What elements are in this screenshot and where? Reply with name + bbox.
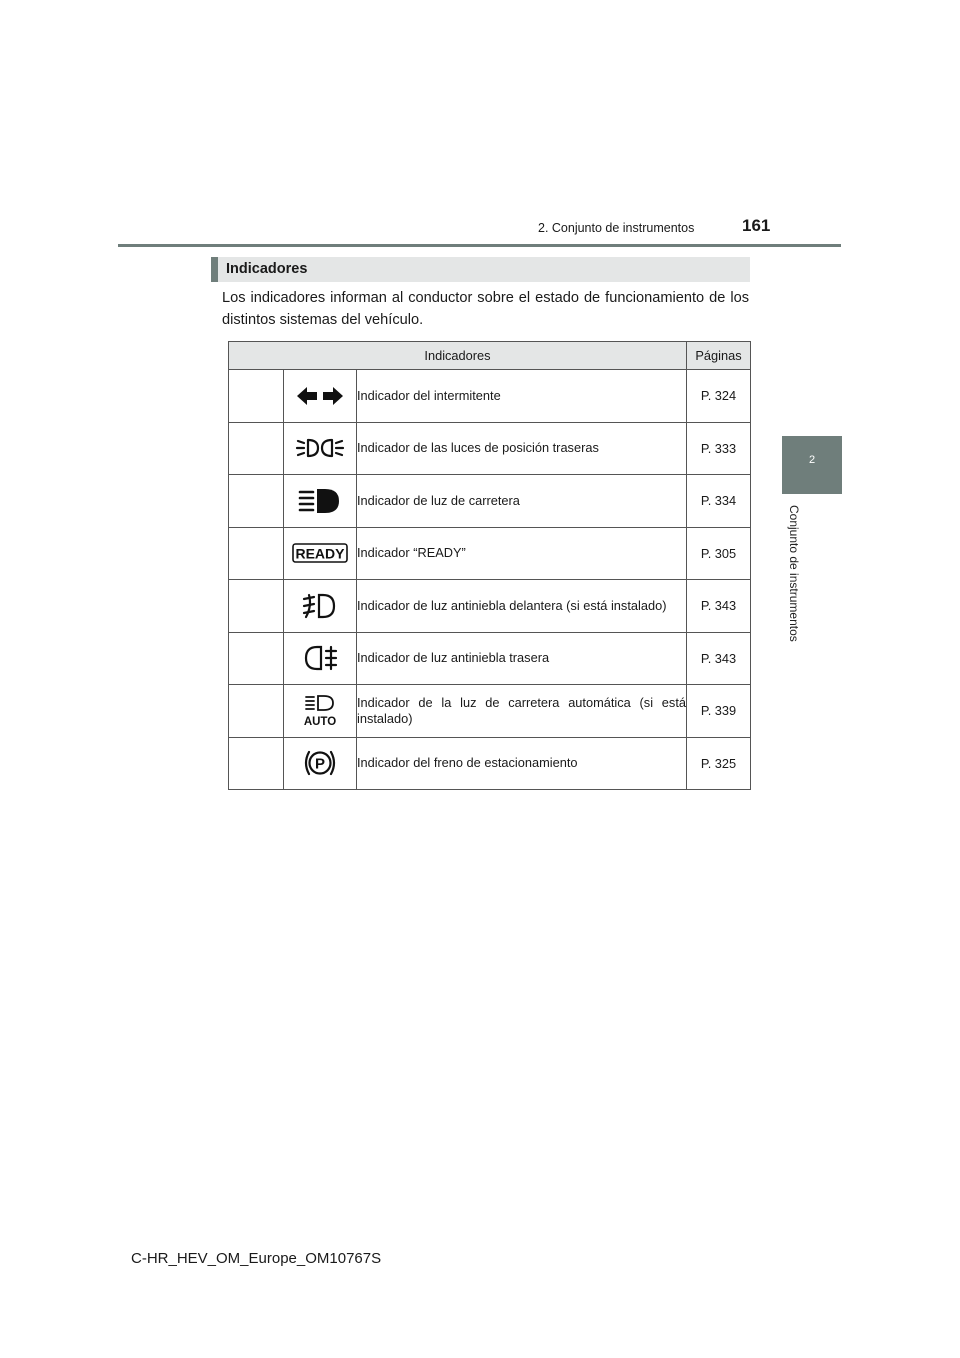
tail-light-icon bbox=[295, 435, 345, 461]
row-page-ref: P. 334 bbox=[687, 475, 751, 528]
header-divider bbox=[118, 244, 841, 247]
intro-paragraph: Los indicadores informan al conductor sobre el estado de funcionamiento de los distintos sistemas del vehículo. bbox=[222, 290, 749, 328]
blank-cell bbox=[229, 737, 284, 790]
section-title: Indicadores bbox=[226, 261, 308, 277]
blank-cell bbox=[229, 527, 284, 580]
icon-cell bbox=[284, 370, 357, 423]
high-beam-icon bbox=[295, 487, 345, 515]
parking-icon-text: P bbox=[314, 755, 326, 773]
chapter-side-label: Conjunto de instrumentos bbox=[787, 505, 801, 642]
turn-signal-icon bbox=[295, 385, 345, 407]
ready-icon-text: READY bbox=[295, 545, 345, 562]
blank-cell bbox=[229, 685, 284, 738]
page-number: 161 bbox=[742, 216, 771, 235]
row-page-ref: P. 305 bbox=[687, 527, 751, 580]
blank-cell bbox=[229, 422, 284, 475]
blank-cell bbox=[229, 370, 284, 423]
front-fog-light-icon bbox=[300, 592, 340, 620]
table-row bbox=[229, 580, 751, 633]
row-description: Indicador del intermitente bbox=[357, 370, 687, 423]
chapter-number: 2 bbox=[808, 454, 816, 466]
table-row bbox=[229, 475, 751, 528]
parking-brake-icon bbox=[300, 748, 340, 778]
blank-cell bbox=[229, 580, 284, 633]
header-indicators: Indicadores bbox=[229, 342, 687, 370]
icon-cell bbox=[284, 475, 357, 528]
table-row bbox=[229, 685, 751, 738]
table-header-row bbox=[229, 342, 751, 370]
table-row bbox=[229, 737, 751, 790]
row-description: Indicador de luz antiniebla delantera (si está instalado) bbox=[357, 580, 687, 633]
row-description: Indicador de las luces de posición traseras bbox=[357, 422, 687, 475]
icon-cell bbox=[284, 632, 357, 685]
row-page-ref: P. 343 bbox=[687, 632, 751, 685]
header-chapter-title: 2. Conjunto de instrumentos bbox=[538, 221, 695, 235]
section-heading-bar bbox=[211, 257, 750, 282]
row-page-ref: P. 324 bbox=[687, 370, 751, 423]
icon-cell bbox=[284, 737, 357, 790]
table-row bbox=[229, 632, 751, 685]
rear-fog-light-icon bbox=[300, 644, 340, 672]
icon-cell bbox=[284, 685, 357, 738]
icon-cell bbox=[284, 580, 357, 633]
table-row bbox=[229, 527, 751, 580]
blank-cell bbox=[229, 632, 284, 685]
table-row bbox=[229, 422, 751, 475]
row-description: Indicador del freno de estacionamiento bbox=[357, 737, 687, 790]
row-description: Indicador de luz de carretera bbox=[357, 475, 687, 528]
auto-icon-text: AUTO bbox=[303, 715, 337, 728]
footer-document-code: C-HR_HEV_OM_Europe_OM10767S bbox=[131, 1250, 382, 1267]
row-page-ref: P. 343 bbox=[687, 580, 751, 633]
row-description: Indicador “READY” bbox=[357, 527, 687, 580]
row-page-ref: P. 325 bbox=[687, 737, 751, 790]
chapter-side-tab bbox=[782, 436, 842, 494]
row-page-ref: P. 333 bbox=[687, 422, 751, 475]
indicators-table bbox=[228, 341, 751, 790]
ready-icon bbox=[292, 543, 348, 563]
auto-high-beam-icon bbox=[300, 694, 340, 728]
blank-cell bbox=[229, 475, 284, 528]
table-row bbox=[229, 370, 751, 423]
icon-cell bbox=[284, 422, 357, 475]
row-page-ref: P. 339 bbox=[687, 685, 751, 738]
icon-cell bbox=[284, 527, 357, 580]
row-description: Indicador de la luz de carretera automática (si está instalado) bbox=[357, 685, 687, 738]
row-description: Indicador de luz antiniebla trasera bbox=[357, 632, 687, 685]
header-pages: Páginas bbox=[687, 342, 751, 370]
